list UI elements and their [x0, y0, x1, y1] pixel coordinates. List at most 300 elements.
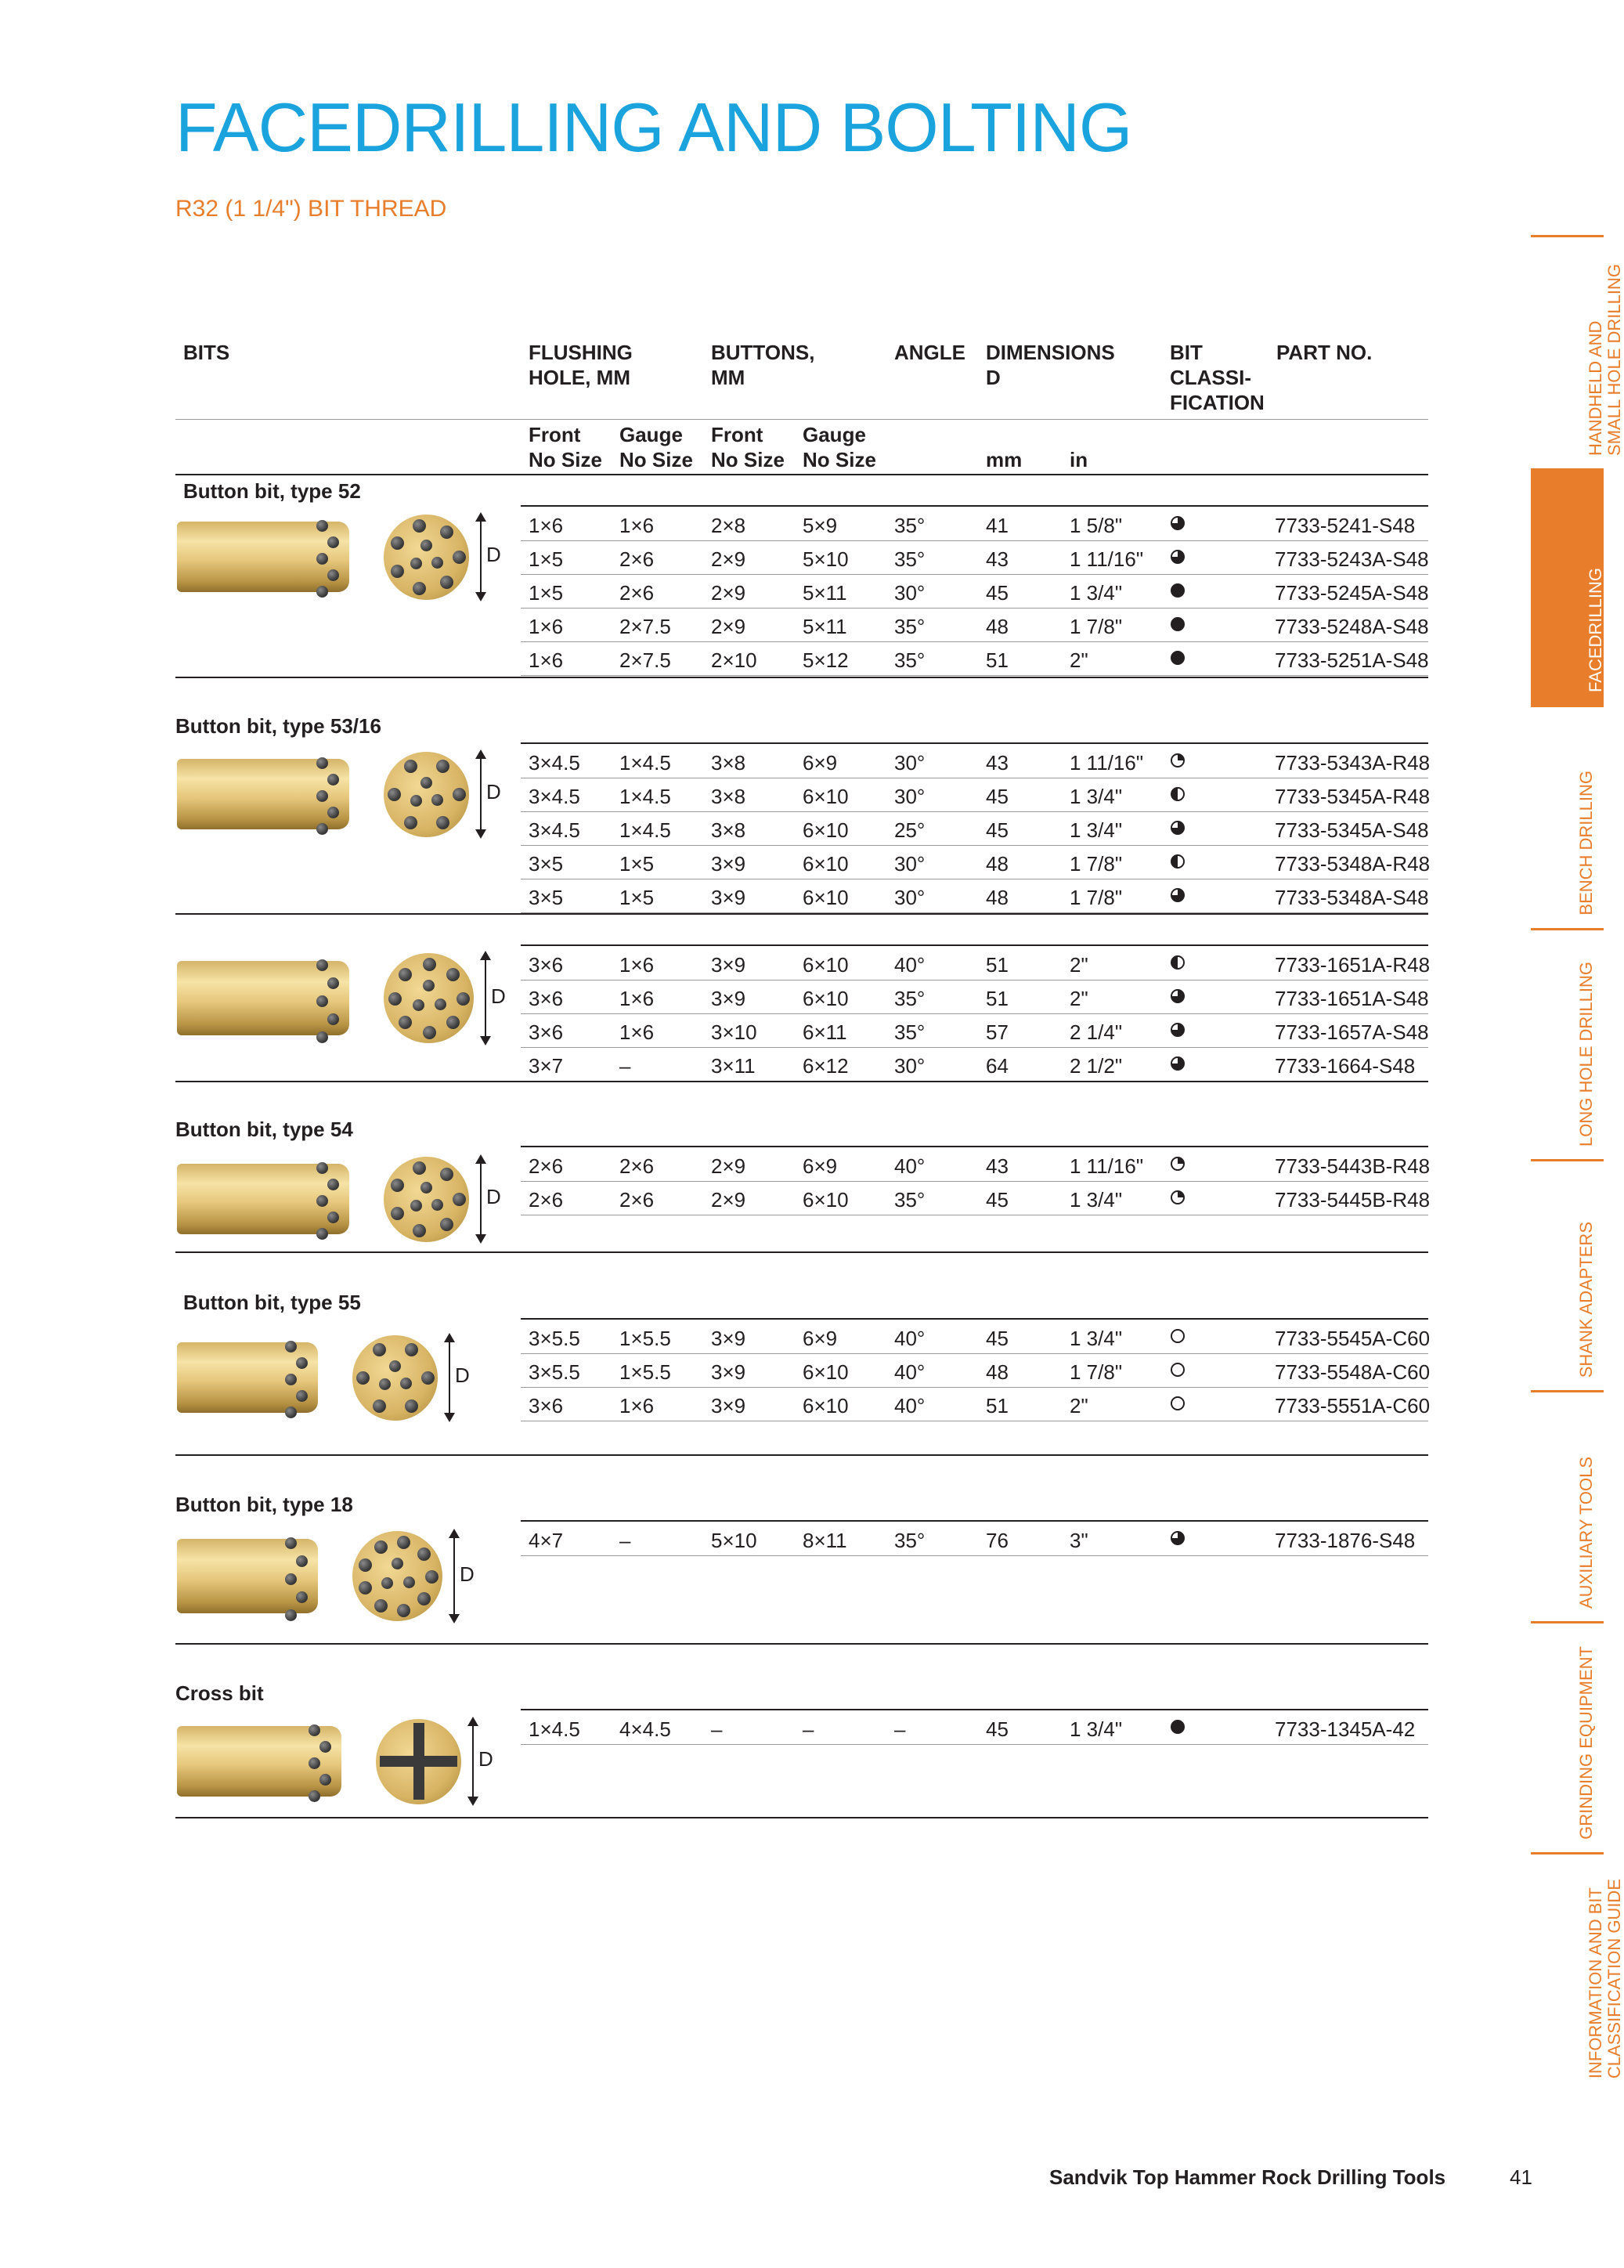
subheader-bfront-line1: Front [711, 423, 763, 446]
side-tab-label [1586, 1879, 1624, 2078]
cell-diameter-mm: 51 [986, 953, 1009, 977]
header-flushing-line1: FLUSHING [529, 341, 633, 364]
diameter-label: D [455, 1363, 470, 1387]
cell-diameter-in: 1 11/16" [1070, 751, 1144, 775]
cell-flushing-gauge: 4×4.5 [619, 1717, 671, 1741]
side-tab-grinding-equipment[interactable] [1531, 1621, 1604, 1852]
carbide-button [285, 1609, 297, 1621]
section-title: Button bit, type 55 [183, 1291, 361, 1314]
carbide-button [373, 1399, 386, 1413]
side-tab-label-line2: CLASSIFICATION GUIDE [1604, 1878, 1624, 2078]
cell-buttons-gauge: 5×11 [803, 581, 847, 605]
button-bit-image [175, 1331, 504, 1424]
cell-part-number: 7733-1345A-42 [1275, 1717, 1416, 1741]
cell-flushing-front: 3×5 [529, 886, 564, 909]
cell-flushing-front: 3×6 [529, 987, 564, 1010]
cell-diameter-in: 1 3/4" [1070, 1717, 1123, 1741]
carbide-button [296, 1390, 308, 1402]
diameter-label: D [478, 1747, 493, 1771]
button-bit-image [175, 748, 504, 840]
table-row [521, 1387, 1431, 1421]
cell-diameter-mm: 48 [986, 886, 1009, 909]
cell-buttons-front: – [711, 1717, 723, 1741]
cell-part-number: 7733-5251A-S48 [1275, 648, 1429, 672]
cell-buttons-gauge: 6×10 [803, 785, 849, 808]
diameter-label: D [460, 1562, 475, 1586]
cell-part-number: 7733-5248A-S48 [1275, 615, 1429, 638]
table-row [521, 608, 1428, 642]
section-bottom-rule [175, 913, 1428, 915]
cell-buttons-gauge: 6×9 [803, 1154, 838, 1178]
diameter-label: D [486, 780, 501, 804]
cell-flushing-front: 3×5 [529, 852, 564, 876]
page-subtitle: R32 (1 1/4") BIT THREAD [175, 196, 447, 222]
carbide-button [374, 1540, 388, 1554]
cell-diameter-in: 2" [1070, 1394, 1088, 1418]
side-tab-handheld[interactable] [1531, 235, 1624, 468]
tab-separator [1531, 705, 1604, 707]
cell-flushing-gauge: 1×5.5 [619, 1327, 671, 1350]
cell-part-number: 7733-1651A-R48 [1275, 953, 1431, 977]
subheader-mm: mm [986, 448, 1023, 471]
carbide-button [391, 1207, 404, 1220]
cell-diameter-in: 1 7/8" [1070, 1360, 1123, 1384]
table-row [521, 1522, 1428, 1556]
table-row [521, 1353, 1431, 1388]
carbide-button [457, 992, 470, 1006]
cell-flushing-gauge: 1×6 [619, 987, 655, 1010]
side-tab-label-line1: FACEDRILLING [1585, 568, 1605, 692]
cell-buttons-gauge: 8×11 [803, 1529, 847, 1552]
cell-flushing-gauge: 1×6 [619, 1020, 655, 1044]
cell-part-number: 7733-5545A-C60 [1275, 1327, 1431, 1350]
side-tab-information-guide[interactable] [1531, 1852, 1624, 2091]
side-tab-label [1577, 1222, 1596, 1378]
cell-buttons-front: 3×9 [711, 886, 746, 909]
cell-angle: 40° [894, 1327, 926, 1350]
bit-classification-icon [1171, 1329, 1185, 1343]
cell-diameter-in: 1 3/4" [1070, 1327, 1123, 1350]
table-row [521, 946, 1431, 981]
cell-buttons-gauge: 6×9 [803, 751, 838, 775]
cell-flushing-front: 1×4.5 [529, 1717, 580, 1741]
carbide-button [374, 1599, 388, 1613]
section-title: Button bit, type 53/16 [175, 714, 381, 738]
cell-part-number: 7733-5348A-S48 [1275, 886, 1429, 909]
carbide-button [316, 553, 328, 565]
cell-buttons-front: 2×9 [711, 547, 746, 571]
cell-buttons-gauge: – [803, 1717, 814, 1741]
cell-angle: 35° [894, 987, 926, 1010]
carbide-button [453, 551, 466, 564]
side-tab-bench-drilling[interactable] [1531, 705, 1604, 928]
carbide-button [316, 1162, 328, 1174]
table-row [521, 1047, 1428, 1082]
carbide-button [381, 1577, 393, 1589]
header-dimensions-line1: DIMENSIONS [986, 341, 1115, 364]
side-tab-label [1577, 1646, 1596, 1840]
side-tab-label-line2: AND BOLTING [1604, 576, 1624, 692]
cell-buttons-front: 2×8 [711, 514, 746, 537]
header-buttons [711, 340, 814, 390]
table-row [521, 574, 1428, 609]
carbide-button [327, 774, 339, 785]
bit-classification-icon [1171, 1157, 1185, 1171]
cell-diameter-mm: 45 [986, 1327, 1009, 1350]
cell-diameter-mm: 43 [986, 751, 1009, 775]
cell-buttons-gauge: 6×10 [803, 1360, 849, 1384]
bit-classification-icon [1171, 1396, 1185, 1410]
header-flushing-line2: HOLE, MM [529, 366, 630, 389]
tab-separator [1531, 1621, 1604, 1623]
cell-diameter-in: 2" [1070, 953, 1088, 977]
cell-buttons-front: 3×8 [711, 818, 746, 842]
side-tab-label [1586, 568, 1624, 692]
cell-buttons-front: 3×8 [711, 785, 746, 808]
section-bottom-rule [175, 1643, 1428, 1645]
cell-buttons-gauge: 5×11 [803, 615, 847, 638]
bit-classification-icon [1171, 753, 1185, 767]
carbide-button [285, 1341, 297, 1352]
side-tab-label-line1: GRINDING EQUIPMENT [1575, 1646, 1596, 1840]
header-bottom-rule [175, 474, 1428, 475]
cell-flushing-front: 3×5.5 [529, 1360, 580, 1384]
carbide-button [316, 1031, 328, 1043]
cell-flushing-gauge: 1×6 [619, 953, 655, 977]
cell-part-number: 7733-1664-S48 [1275, 1054, 1416, 1078]
carbide-button [399, 968, 412, 981]
table-row [521, 1147, 1431, 1182]
table-row [521, 540, 1428, 575]
side-tab-label-line1: HANDHELD AND [1585, 320, 1605, 456]
page-title: FACEDRILLING AND BOLTING [175, 88, 1132, 166]
diameter-arrow [453, 1530, 455, 1622]
subheader-gauge-line1: Gauge [619, 423, 683, 446]
diameter-arrow [449, 1334, 450, 1421]
cell-diameter-in: 1 3/4" [1070, 785, 1123, 808]
carbide-button [285, 1573, 297, 1585]
carbide-button [309, 1790, 320, 1802]
carbide-button [316, 995, 328, 1007]
cell-angle: 35° [894, 547, 926, 571]
cell-flushing-gauge: 1×5 [619, 852, 655, 876]
subheader-buttons-gauge [803, 422, 876, 472]
side-tab-label [1586, 264, 1624, 456]
section-title: Cross bit [175, 1681, 264, 1705]
cell-angle: 30° [894, 751, 926, 775]
table-row [521, 778, 1431, 812]
cell-flushing-front: 1×5 [529, 581, 564, 605]
bit-classification-icon [1171, 1023, 1185, 1037]
side-tab-label [1577, 962, 1596, 1147]
cell-flushing-gauge: 2×6 [619, 1188, 655, 1212]
button-bit-image [175, 511, 504, 603]
cell-diameter-mm: 51 [986, 1394, 1009, 1418]
cell-flushing-front: 3×6 [529, 953, 564, 977]
header-divider [175, 419, 1428, 420]
side-tab-facedrilling[interactable] [1531, 468, 1624, 705]
carbide-button [309, 1757, 320, 1769]
carbide-button [413, 999, 424, 1011]
carbide-button [420, 1182, 432, 1194]
carbide-button [319, 1774, 331, 1786]
carbide-button [388, 788, 401, 801]
tab-separator [1531, 235, 1604, 237]
carbide-button [316, 959, 328, 971]
cell-buttons-front: 2×9 [711, 581, 746, 605]
subheader-gauge-line2: No Size [619, 448, 693, 471]
cell-diameter-mm: 45 [986, 581, 1009, 605]
carbide-button [397, 1604, 410, 1617]
cell-angle: 25° [894, 818, 926, 842]
cell-angle: 40° [894, 953, 926, 977]
carbide-button [399, 1016, 412, 1029]
cell-part-number: 7733-5551A-C60 [1275, 1394, 1431, 1418]
carbide-button [327, 536, 339, 548]
cell-angle: 35° [894, 1529, 926, 1552]
carbide-button [405, 1399, 418, 1413]
table-row [521, 811, 1428, 846]
cell-diameter-mm: 45 [986, 1188, 1009, 1212]
cell-buttons-front: 2×10 [711, 648, 757, 672]
cell-part-number: 7733-5243A-S48 [1275, 547, 1429, 571]
carbide-button [309, 1724, 320, 1736]
cell-part-number: 7733-5348A-R48 [1275, 852, 1431, 876]
carbide-button [435, 999, 446, 1010]
cell-flushing-front: 1×6 [529, 648, 564, 672]
carbide-button [285, 1537, 297, 1549]
bit-classification-icon [1171, 1190, 1185, 1204]
bit-body [177, 1539, 318, 1613]
bit-body [177, 1342, 318, 1413]
cell-diameter-in: 1 3/4" [1070, 1188, 1123, 1212]
carbide-button [327, 807, 339, 818]
side-tab-long-hole-drilling[interactable] [1531, 928, 1604, 1159]
table-row [521, 641, 1428, 676]
button-bit-image [175, 1527, 504, 1625]
cell-diameter-in: 1 5/8" [1070, 514, 1123, 537]
cell-flushing-gauge: 2×6 [619, 547, 655, 571]
cell-flushing-front: 3×4.5 [529, 818, 580, 842]
cell-part-number: 7733-5245A-S48 [1275, 581, 1429, 605]
carbide-button [413, 1161, 426, 1175]
carbide-button [327, 977, 339, 989]
cross-insert [413, 1723, 424, 1800]
header-bit-classification [1170, 340, 1265, 415]
cell-flushing-gauge: – [619, 1529, 631, 1552]
carbide-button [285, 1374, 297, 1385]
section-bottom-rule [175, 1081, 1428, 1082]
cell-flushing-front: 1×5 [529, 547, 564, 571]
carbide-button [391, 565, 404, 578]
cell-buttons-front: 3×9 [711, 1360, 746, 1384]
cell-flushing-gauge: 2×7.5 [619, 615, 671, 638]
carbide-button [316, 1195, 328, 1207]
cell-buttons-front: 3×9 [711, 1394, 746, 1418]
side-tab-label-line2: SMALL HOLE DRILLING [1604, 264, 1624, 456]
cell-part-number: 7733-1657A-S48 [1275, 1020, 1429, 1044]
bit-classification-icon [1171, 1531, 1185, 1545]
carbide-button [420, 777, 432, 789]
cell-buttons-gauge: 6×10 [803, 987, 849, 1010]
carbide-button [327, 569, 339, 581]
cell-angle: 35° [894, 648, 926, 672]
bit-classification-icon [1171, 787, 1185, 801]
carbide-button [316, 757, 328, 769]
carbide-button [327, 1179, 339, 1190]
carbide-button [453, 1193, 466, 1206]
table-row [521, 507, 1428, 541]
carbide-button [403, 1576, 415, 1588]
bit-classification-icon [1171, 989, 1185, 1003]
cell-part-number: 7733-5443B-R48 [1275, 1154, 1431, 1178]
cell-diameter-in: 2" [1070, 987, 1088, 1010]
cell-buttons-gauge: 6×10 [803, 818, 849, 842]
carbide-button [316, 1228, 328, 1240]
cell-diameter-mm: 41 [986, 514, 1009, 537]
side-tab-label-line1: BENCH DRILLING [1575, 771, 1596, 916]
side-tab-shank-adapters[interactable] [1531, 1159, 1604, 1390]
button-bit-image [175, 1153, 504, 1245]
cell-angle: 30° [894, 886, 926, 909]
subheader-flushing-gauge [619, 422, 693, 472]
cell-diameter-mm: 76 [986, 1529, 1009, 1552]
subheader-flushing-front [529, 422, 602, 472]
cell-flushing-gauge: 1×4.5 [619, 818, 671, 842]
cell-diameter-in: 1 7/8" [1070, 886, 1123, 909]
carbide-button [417, 1592, 431, 1605]
footer-title: Sandvik Top Hammer Rock Drilling Tools [1049, 2165, 1446, 2189]
carbide-button [423, 958, 436, 971]
carbide-button [296, 1357, 308, 1369]
cell-buttons-gauge: 6×10 [803, 852, 849, 876]
cell-diameter-in: 1 7/8" [1070, 615, 1123, 638]
cell-buttons-front: 2×9 [711, 615, 746, 638]
diameter-label: D [486, 1185, 501, 1208]
subheader-bgauge-line2: No Size [803, 448, 876, 471]
bit-classification-icon [1171, 651, 1185, 665]
cell-diameter-in: 1 3/4" [1070, 581, 1123, 605]
carbide-button [373, 1343, 386, 1356]
cell-part-number: 7733-1876-S48 [1275, 1529, 1416, 1552]
side-tab-auxiliary-tools[interactable] [1531, 1390, 1604, 1621]
cell-diameter-in: 2" [1070, 648, 1088, 672]
cell-part-number: 7733-5548A-C60 [1275, 1360, 1431, 1384]
table-row [521, 845, 1431, 879]
cell-flushing-gauge: – [619, 1054, 631, 1078]
bit-classification-icon [1171, 955, 1185, 970]
cell-buttons-front: 2×9 [711, 1154, 746, 1178]
bit-classification-icon [1171, 821, 1185, 835]
cell-flushing-gauge: 2×6 [619, 1154, 655, 1178]
cell-flushing-front: 2×6 [529, 1154, 564, 1178]
cell-buttons-front: 3×11 [711, 1054, 756, 1078]
cell-diameter-in: 1 11/16" [1070, 547, 1144, 571]
cell-angle: – [894, 1717, 906, 1741]
bit-classification-icon [1171, 1056, 1185, 1071]
cell-angle: 35° [894, 514, 926, 537]
cell-buttons-front: 3×9 [711, 953, 746, 977]
cell-part-number: 7733-5445B-R48 [1275, 1188, 1431, 1212]
cell-diameter-in: 1 3/4" [1070, 818, 1123, 842]
tab-separator [1531, 1390, 1604, 1392]
carbide-button [319, 1741, 331, 1753]
carbide-button [404, 816, 417, 829]
cell-buttons-gauge: 5×9 [803, 514, 838, 537]
cell-diameter-mm: 64 [986, 1054, 1009, 1078]
carbide-button [327, 1013, 339, 1025]
cell-diameter-in: 1 7/8" [1070, 852, 1123, 876]
cell-part-number: 7733-1651A-S48 [1275, 987, 1429, 1010]
diameter-arrow [472, 1718, 474, 1804]
carbide-button [316, 520, 328, 532]
carbide-button [296, 1555, 308, 1567]
cell-angle: 35° [894, 1020, 926, 1044]
diameter-arrow [480, 751, 482, 837]
cell-diameter-mm: 45 [986, 1717, 1009, 1741]
bit-classification-icon [1171, 617, 1185, 631]
cell-flushing-front: 1×6 [529, 514, 564, 537]
cell-flushing-front: 4×7 [529, 1529, 564, 1552]
cell-buttons-gauge: 6×10 [803, 953, 849, 977]
cell-buttons-gauge: 6×10 [803, 886, 849, 909]
cell-angle: 40° [894, 1394, 926, 1418]
side-tab-label-line1: LONG HOLE DRILLING [1575, 962, 1596, 1147]
section-bottom-rule [175, 1251, 1428, 1253]
header-angle: ANGLE [894, 341, 965, 364]
cell-buttons-gauge: 5×12 [803, 648, 849, 672]
carbide-button [285, 1407, 297, 1418]
carbide-button [316, 790, 328, 802]
page-number: 41 [1510, 2165, 1532, 2189]
bit-classification-icon [1171, 1720, 1185, 1734]
cell-angle: 30° [894, 852, 926, 876]
carbide-button [453, 788, 466, 801]
cell-diameter-mm: 48 [986, 615, 1009, 638]
bit-classification-icon [1171, 888, 1185, 902]
header-bitclass-line2: CLASSI- [1170, 366, 1251, 389]
carbide-button [356, 1371, 370, 1385]
cell-buttons-front: 3×9 [711, 987, 746, 1010]
cell-angle: 40° [894, 1154, 926, 1178]
cell-part-number: 7733-5241-S48 [1275, 514, 1416, 537]
header-dimensions [986, 340, 1115, 390]
cell-angle: 30° [894, 581, 926, 605]
bit-classification-icon [1171, 583, 1185, 598]
table-row [521, 1710, 1428, 1745]
carbide-button [388, 992, 402, 1006]
cell-buttons-front: 3×8 [711, 751, 746, 775]
cell-diameter-in: 2 1/2" [1070, 1054, 1123, 1078]
tab-separator [1531, 468, 1604, 471]
carbide-button [296, 1591, 308, 1603]
cell-buttons-gauge: 6×11 [803, 1020, 847, 1044]
cell-diameter-mm: 48 [986, 852, 1009, 876]
diameter-label: D [486, 543, 501, 566]
header-dimensions-line2: D [986, 366, 1001, 389]
cell-buttons-gauge: 6×9 [803, 1327, 838, 1350]
button-bit-image [175, 949, 504, 1047]
cell-buttons-gauge: 6×12 [803, 1054, 849, 1078]
cell-flushing-gauge: 1×4.5 [619, 785, 671, 808]
header-buttons-line2: MM [711, 366, 745, 389]
bit-classification-icon [1171, 550, 1185, 564]
side-tab-label-line1: SHANK ADAPTERS [1575, 1221, 1596, 1378]
section-title: Button bit, type 54 [175, 1118, 353, 1141]
carbide-button [436, 816, 449, 829]
diameter-label: D [491, 984, 506, 1008]
table-row [521, 1181, 1431, 1215]
